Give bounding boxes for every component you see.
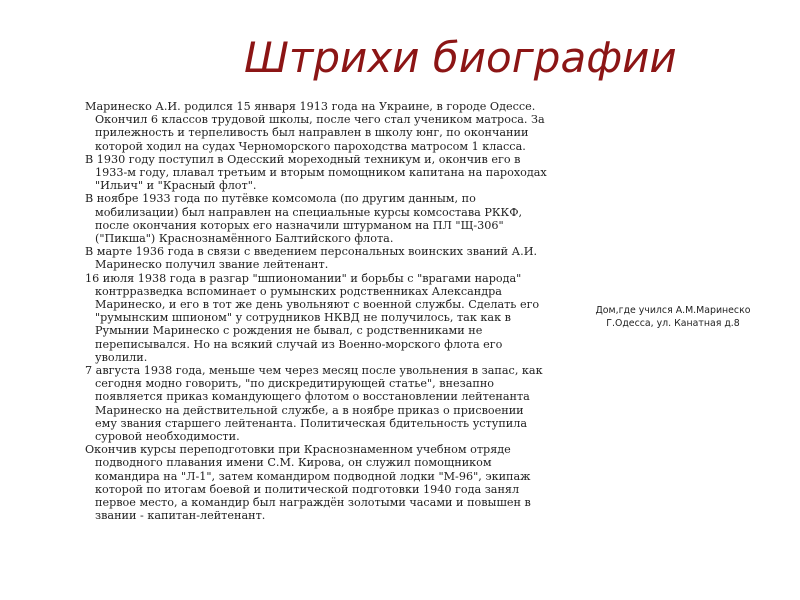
bio-paragraph: Маринеско А.И. родился 15 января 1913 года на Украине, в городе Одессе. Окончил 6 классов трудовой школы, после чего стал учеником матроса. За прилежность и терпеливость был направлен в школу юнг, по окончании которой ходил на судах Черноморского пароходства матросом 1 класса. bbox=[85, 100, 545, 153]
caption-line: Г.Одесса, ул. Канатная д.8 bbox=[606, 318, 740, 329]
caption-line: Дом,где учился А.М.Маринеско bbox=[595, 305, 751, 316]
page-title: Штрихи биографии bbox=[244, 33, 677, 82]
bio-paragraph: В марте 1936 года в связи с введением персональных воинских званий А.И. Маринеско получил звание лейтенант. bbox=[85, 245, 538, 272]
photo-caption bbox=[580, 304, 766, 330]
bio-paragraph: Окончив курсы переподготовки при Краснознаменном учебном отряде подводного плавания имени С.М. Кирова, он служил помощником командира на "Л-1", затем командиром подводной лодки "М-96", экипаж которой по итогам боевой и политической подготовки 1940 года занял первое место, а командир был награждён золотыми часами и повышен в звании - капитан-лейтенант. bbox=[85, 443, 531, 523]
bio-paragraph: В ноябре 1933 года по путёвке комсомола (по другим данным, по мобилизации) был направлен на специальные курсы комсостава РККФ, после окончания которых его назначили штурманом на ПЛ "Щ-306" ("Пикша") Краснознамённого Балтийского флота. bbox=[85, 192, 523, 246]
bio-paragraph: 7 августа 1938 года, меньше чем через месяц после увольнения в запас, как сегодня модно говорить, "по дискредитирующей статье", внезапно появляется приказ командующего флотом о восстановлении лейтенанта Маринеско на действительной службе, а в ноябре приказ о присвоении ему звания старшего лейтенанта. Политическая бдительность уступила суровой необходимости. bbox=[85, 364, 543, 444]
biography-text bbox=[85, 100, 547, 523]
bio-paragraph: В 1930 году поступил в Одесский мореходный техникум и, окончив его в 1933-м году, плавал третьим и вторым помощником капитана на пароходах "Ильич" и "Красный флот". bbox=[85, 152, 547, 193]
bio-paragraph: 16 июля 1938 года в разгар "шпиономании" и борьбы с "врагами народа" контрразведка вспоминает о румынских родственниках Александра Маринеско, и его в тот же день увольняют с военной службы. Сделать его "румынским шпионом" у сотрудников НКВД не получилось, так как в Румынии Маринеско с рождения не бывал, с родственниками не переписывался. Но на всякий случай из Военно-морского флота его уволили. bbox=[85, 271, 540, 364]
